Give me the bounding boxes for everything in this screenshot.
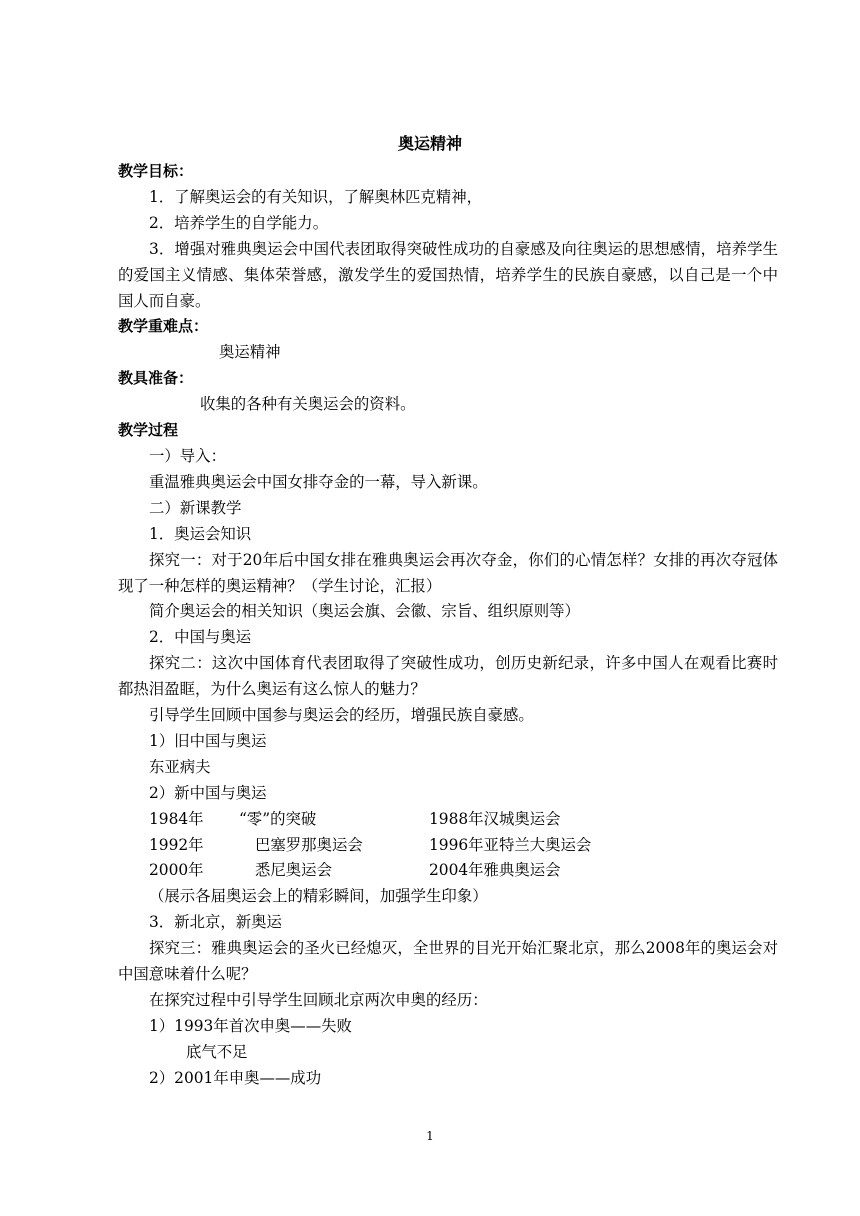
old-china-text: 东亚病夫 (149, 757, 211, 776)
keypoints-heading: 教学重难点： (118, 317, 209, 336)
bid-1-label: 1）1993年首次申奥——失败 (149, 1016, 352, 1035)
tools-text: 收集的各种有关奥运会的资料。 (200, 395, 416, 414)
other-games-cell: 1988年汉城奥运会 (429, 809, 561, 828)
goal-item-3: 3．增强对雅典奥运会中国代表团取得突破性成功的自豪感及向往奥运的思想感情，培养学生的爱国主义情感、集体荣誉感，激发学生的爱国热情，培养学生的民族自豪感，以自己是一个中国人而自豪。 (118, 239, 778, 310)
goal-item-1: 1．了解奥运会的有关知识，了解奥林匹克精神， (149, 187, 482, 206)
section-1-label: 1．奥运会知识 (149, 524, 252, 543)
document-body (118, 159, 778, 1092)
intro-label: 一）导入： (149, 446, 226, 465)
explore-2: 探究二：这次中国体育代表团取得了突破性成功，创历史新纪录，许多中国人在观看比赛时都热泪盈眶，为什么奥运有这么惊人的魅力？ (118, 654, 778, 699)
other-games-cell: 2004年雅典奥运会 (429, 861, 561, 880)
other-games-cell: 1996年亚特兰大奥运会 (429, 835, 592, 854)
year-cell: 1992年 (149, 835, 204, 854)
page-title: 奥运精神 (397, 134, 462, 153)
explore-3: 探究三：雅典奥运会的圣火已经熄灭，全世界的目光开始汇聚北京，那么2008年的奥运会对中国意味着什么呢？ (118, 939, 778, 984)
year-cell: 2000年 (149, 861, 204, 880)
tools-heading: 教具准备： (118, 369, 194, 388)
section-1-intro: 简介奥运会的相关知识（奥运会旗、会徽、宗旨、组织原则等） (149, 602, 580, 621)
new-lesson-label: 二）新课教学 (149, 498, 242, 517)
event-cell: 巴塞罗那奥运会 (255, 835, 363, 854)
new-china-label: 2）新中国与奥运 (149, 783, 267, 802)
bid-1-text: 底气不足 (186, 1042, 248, 1061)
goals-heading: 教学目标： (118, 162, 194, 180)
show-text: （展示各届奥运会上的精彩瞬间，加强学生印象） (149, 887, 488, 906)
section-2-guide: 引导学生回顾中国参与奥运会的经历，增强民族自豪感。 (149, 706, 534, 725)
intro-text: 重温雅典奥运会中国女排夺金的一幕，导入新课。 (149, 472, 488, 491)
event-cell: “零”的突破 (239, 809, 317, 828)
keypoints-text: 奥运精神 (219, 343, 281, 362)
explore-1: 探究一：对于20年后中国女排在雅典奥运会再次夺金，你们的心情怎样？女排的再次夺冠体现了一种怎样的奥运精神？（学生讨论，汇报） (118, 550, 778, 595)
year-row (118, 858, 778, 884)
event-cell: 悉尼奥运会 (255, 861, 332, 880)
year-cell: 1984年 (149, 809, 204, 828)
page-number: 1 (426, 1129, 434, 1143)
year-row (118, 807, 778, 833)
section-3-label: 3．新北京，新奥运 (149, 913, 282, 932)
year-row (118, 833, 778, 859)
section-2-label: 2．中国与奥运 (149, 628, 252, 647)
process-heading: 教学过程 (118, 421, 179, 440)
goal-item-2: 2．培养学生的自学能力。 (149, 213, 329, 232)
old-china-label: 1）旧中国与奥运 (149, 731, 267, 750)
bid-2-label: 2）2001年申奥——成功 (149, 1068, 322, 1087)
section-3-guide: 在探究过程中引导学生回顾北京两次申奥的经历： (149, 991, 488, 1009)
